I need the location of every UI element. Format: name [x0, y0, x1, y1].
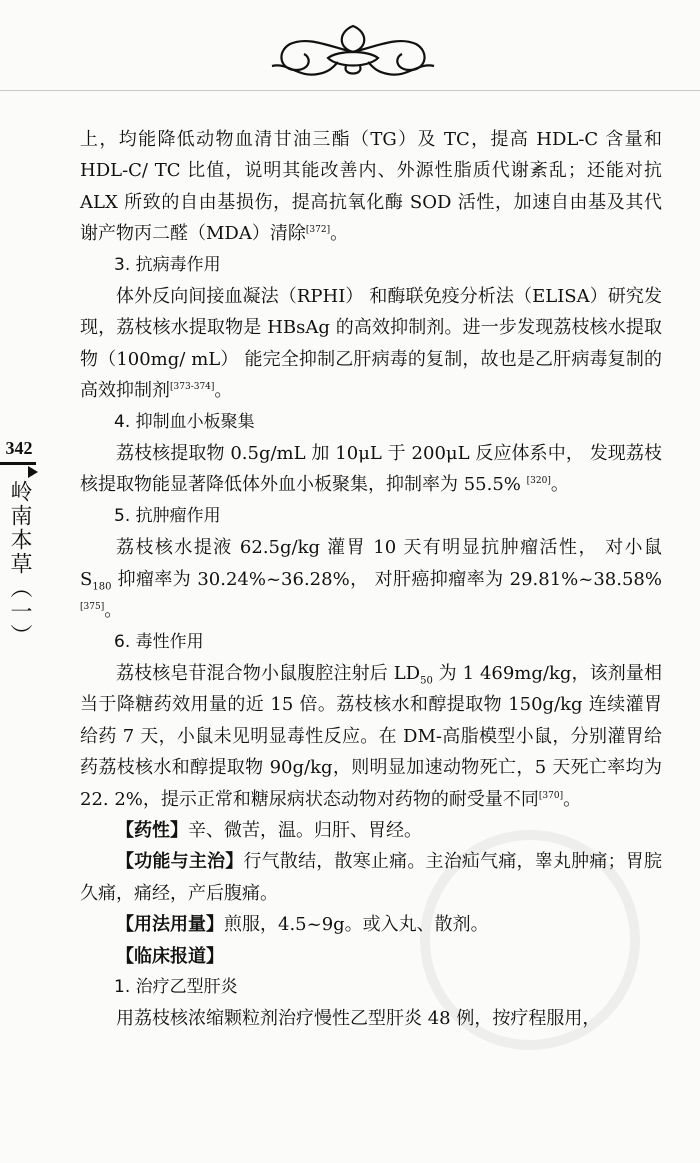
body-paragraph	[80, 846, 662, 909]
section-label: 【临床报道】	[116, 945, 224, 967]
text-run: 用荔枝核浓缩颗粒剂治疗慢性乙型肝炎 48 例，按疗程服用，	[116, 1008, 601, 1030]
body-paragraph	[80, 658, 662, 815]
text-run: 。	[104, 600, 123, 622]
section-label: 【药性】	[116, 819, 188, 841]
text-run: 辛、微苦，温。归肝、胃经。	[188, 819, 422, 841]
section-heading: 5. 抗肿瘤作用	[114, 505, 221, 526]
body-paragraph	[80, 438, 662, 501]
text-run: 为 1 469mg/kg，该剂量相当于降糖药效用量的近 15 倍。荔枝核水和醇提取物 150g/kg 连续灌胃给药 7 天，小鼠未见明显毒性反应。在 DM-高脂模型小鼠，分别灌胃给药荔枝核水和醇提取物 90g/kg，则明显加速动物死亡，5 天死亡率均为 22. 2%，提示正常和糖尿病状态动物对药物的耐受量不同	[80, 662, 662, 810]
citation-ref: [320]	[526, 476, 551, 487]
body-paragraph	[80, 941, 662, 972]
section-label: 【用法用量】	[116, 914, 224, 936]
knot-ornament	[268, 22, 438, 90]
citation-ref: [375]	[80, 602, 105, 613]
subscript: 180	[92, 581, 112, 593]
page-number: 342	[5, 438, 33, 458]
text-run: 。	[550, 474, 569, 496]
section-label: 【功能与主治】	[116, 851, 244, 873]
citation-ref: [373-374]	[170, 382, 215, 393]
section-heading: 1. 治疗乙型肝炎	[114, 976, 238, 997]
text-run: 行气散结，散寒止痛。主治疝气痛，睾丸肿痛；胃脘久痛，痛经，产后腹痛。	[80, 851, 663, 904]
citation-ref: [372]	[305, 225, 331, 236]
text-run: 。	[214, 380, 233, 402]
subscript: 50	[420, 675, 433, 687]
body-paragraph	[80, 532, 662, 626]
citation-ref: [370]	[538, 790, 564, 801]
section-heading: 3. 抗病毒作用	[114, 254, 221, 275]
header-rule	[0, 90, 700, 91]
section-heading: 4. 抑制血小板聚集	[114, 411, 255, 432]
text-run: 荔枝核水提液 62.5g/kg 灌胃 10 天有明显抗肿瘤活性， 对小鼠 S	[80, 537, 662, 590]
body-paragraph	[80, 1003, 662, 1034]
body-paragraph	[80, 909, 662, 940]
text-run: 煎服，4.5~9g。或入丸、散剂。	[224, 914, 489, 936]
text-run: 。	[563, 788, 582, 810]
body-text	[80, 124, 662, 1035]
book-side-title: 岭南本草（一）	[7, 480, 32, 648]
page-number-rule	[0, 462, 36, 465]
text-run: 抑瘤率为 30.24%~36.28%， 对肝癌抑瘤率为 29.81%~38.58%	[111, 568, 662, 590]
page-number-marker	[28, 466, 38, 478]
section-heading: 6. 毒性作用	[114, 631, 204, 652]
text-run: 上，均能降低动物血清甘油三酯（TG）及 TC，提高 HDL-C 含量和 HDL-C/ TC 比值，说明其能改善内、外源性脂质代谢紊乱；还能对抗 ALX 所致的自由基损伤，提高抗氧化酶 SOD 活性，加速自由基及其代谢产物丙二醛（MDA）清除	[80, 129, 662, 245]
body-paragraph	[80, 281, 662, 407]
text-run: 。	[330, 223, 349, 245]
body-paragraph	[80, 124, 662, 250]
body-paragraph	[80, 815, 662, 846]
text-run: 荔枝核皂苷混合物小鼠腹腔注射后 LD	[116, 662, 421, 684]
text-run: 荔枝核提取物 0.5g/mL 加 10μL 于 200μL 反应体系中， 发现荔枝核提取物能显著降低体外血小板聚集，抑制率为 55.5%	[80, 443, 662, 496]
text-run: 体外反向间接血凝法（RPHI） 和酶联免疫分析法（ELISA）研究发现，荔枝核水提取物是 HBsAg 的高效抑制剂。进一步发现荔枝核水提取物（100mg/ mL） 能完全抑制乙肝病毒的复制，故也是乙肝病毒复制的高效抑制剂	[80, 286, 662, 402]
